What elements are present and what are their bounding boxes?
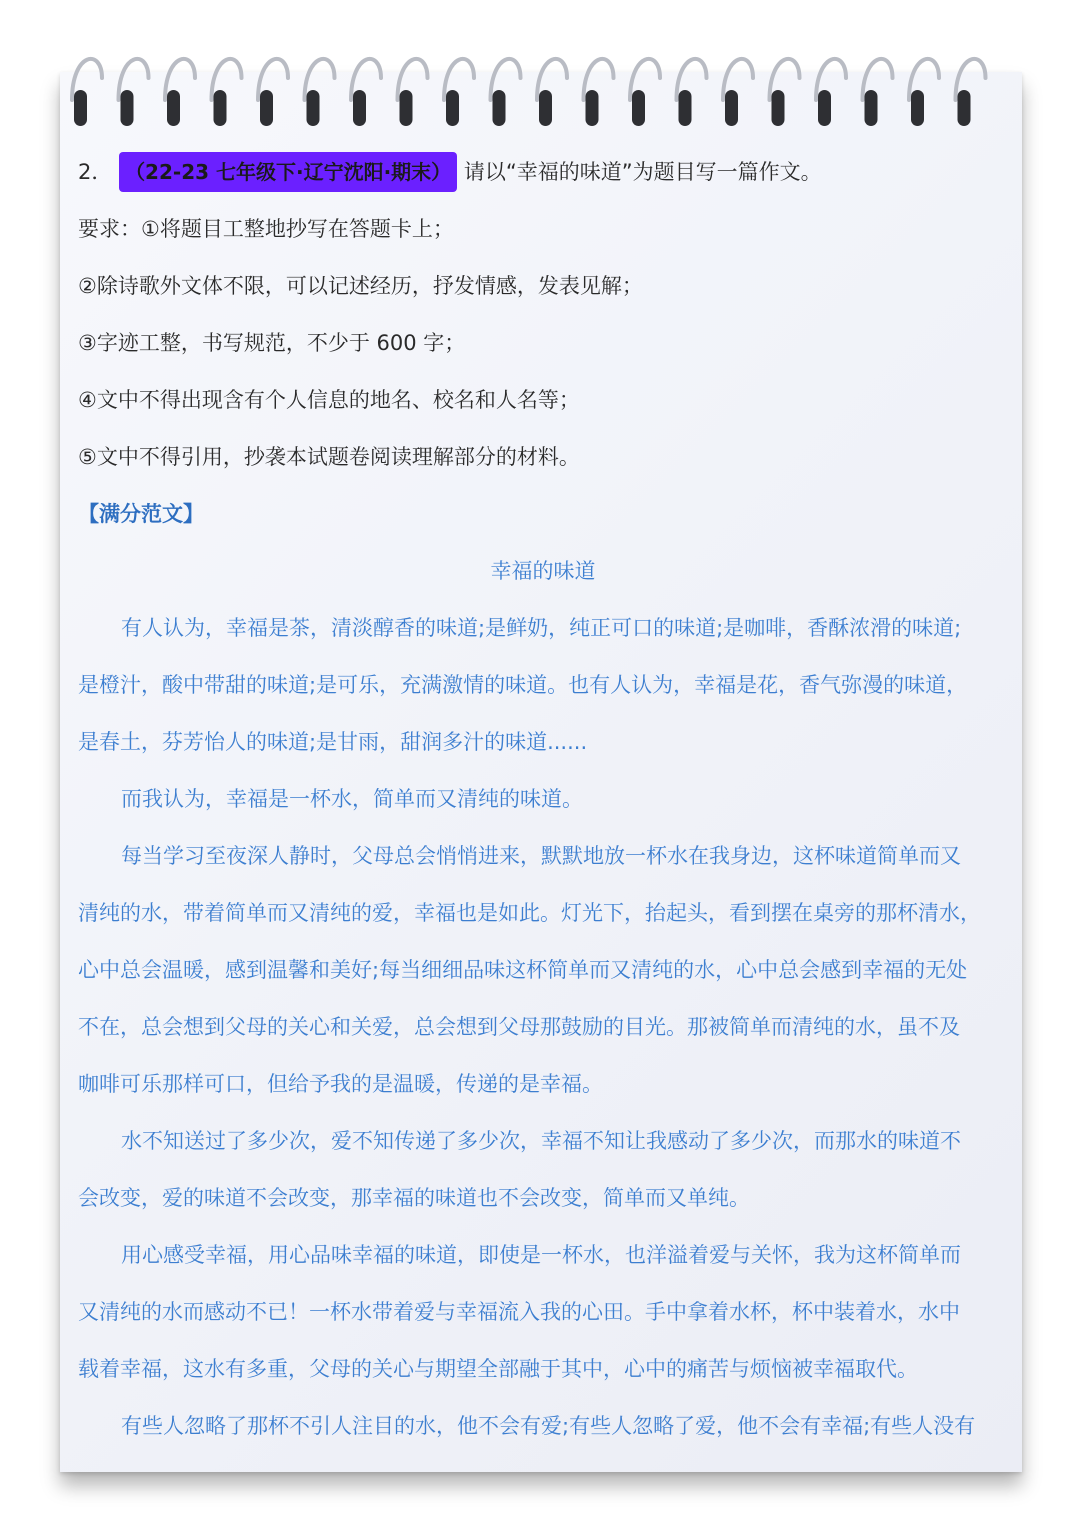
requirement-line: ④文中不得出现含有个人信息的地名、校名和人名等； <box>78 388 580 412</box>
binding-hole <box>307 90 320 126</box>
binding-hole <box>586 90 599 126</box>
binding-hole <box>493 90 506 126</box>
question-number: 2． <box>78 160 113 184</box>
sample-heading: 【满分范文】 <box>78 502 204 526</box>
question-line <box>78 150 1008 207</box>
binding-hole <box>214 90 227 126</box>
binding-hole <box>74 90 87 126</box>
essay-line: 有人认为，幸福是茶，清淡醇香的味道;是鲜奶，纯正可口的味道;是咖啡，香酥浓滑的味道; <box>121 616 962 640</box>
requirement-line: 要求：①将题目工整地抄写在答题卡上； <box>78 217 454 241</box>
essay-line: 会改变，爱的味道不会改变，那幸福的味道也不会改变，简单而又单纯。 <box>78 1186 750 1210</box>
essay-line: 不在，总会想到父母的关心和关爱，总会想到父母那鼓励的目光。那被简单而清纯的水，虽不及 <box>78 1015 960 1039</box>
binding-hole <box>772 90 785 126</box>
essay-title: 幸福的味道 <box>490 559 596 583</box>
binding-hole <box>446 90 459 126</box>
binding-hole <box>167 90 180 126</box>
binding-hole <box>121 90 134 126</box>
requirement-line: ⑤文中不得引用，抄袭本试题卷阅读理解部分的材料。 <box>78 445 580 469</box>
requirement-line: ②除诗歌外文体不限，可以记述经历，抒发情感，发表见解； <box>78 274 643 298</box>
binding-hole <box>865 90 878 126</box>
binding-hole <box>725 90 738 126</box>
essay-line: 而我认为，幸福是一杯水，简单而又清纯的味道。 <box>121 787 583 811</box>
essay-line: 每当学习至夜深人静时，父母总会悄悄进来，默默地放一杯水在我身边，这杯味道简单而又 <box>121 844 961 868</box>
binding-hole <box>353 90 366 126</box>
binding-hole <box>539 90 552 126</box>
binding-hole <box>632 90 645 126</box>
essay-line: 载着幸福，这水有多重，父母的关心与期望全部融于其中，心中的痛苦与烦恼被幸福取代。 <box>78 1357 918 1381</box>
essay-line: 清纯的水，带着简单而又清纯的爱，幸福也是如此。灯光下，抬起头，看到摆在桌旁的那杯清水， <box>78 901 981 925</box>
essay-line: 有些人忽略了那杯不引人注目的水，他不会有爱;有些人忽略了爱，他不会有幸福;有些人没有 <box>121 1414 976 1438</box>
binding-hole <box>400 90 413 126</box>
binding-hole <box>958 90 971 126</box>
document-body <box>78 150 1008 1461</box>
binding-hole <box>911 90 924 126</box>
binding-hole <box>679 90 692 126</box>
spiral-binding <box>60 30 1022 140</box>
essay-line: 心中总会温暖，感到温馨和美好;每当细细品味这杯简单而又清纯的水，心中总会感到幸福的无处 <box>78 958 968 982</box>
binding-hole <box>818 90 831 126</box>
question-prompt: 请以“幸福的味道”为题目写一篇作文。 <box>463 160 822 184</box>
essay-line: 咖啡可乐那样可口，但给予我的是温暖，传递的是幸福。 <box>78 1072 603 1096</box>
essay-line: 水不知送过了多少次，爱不知传递了多少次，幸福不知让我感动了多少次，而那水的味道不 <box>121 1129 961 1153</box>
essay-line: 是橙汁，酸中带甜的味道;是可乐，充满激情的味道。也有人认为，幸福是花，香气弥漫的味道， <box>78 673 968 697</box>
essay-line: 又清纯的水而感动不已！一杯水带着爱与幸福流入我的心田。手中拿着水杯，杯中装着水，水中 <box>78 1300 960 1324</box>
essay-line: 用心感受幸福，用心品味幸福的味道，即使是一杯水，也洋溢着爱与关怀，我为这杯简单而 <box>121 1243 961 1267</box>
source-tag: （22-23 七年级下·辽宁沈阳·期末） <box>119 152 457 192</box>
essay-line: 是春土，芬芳怡人的味道;是甘雨，甜润多汁的味道...... <box>78 730 588 754</box>
binding-hole <box>260 90 273 126</box>
requirement-line: ③字迹工整，书写规范，不少于 600 字； <box>78 331 466 355</box>
